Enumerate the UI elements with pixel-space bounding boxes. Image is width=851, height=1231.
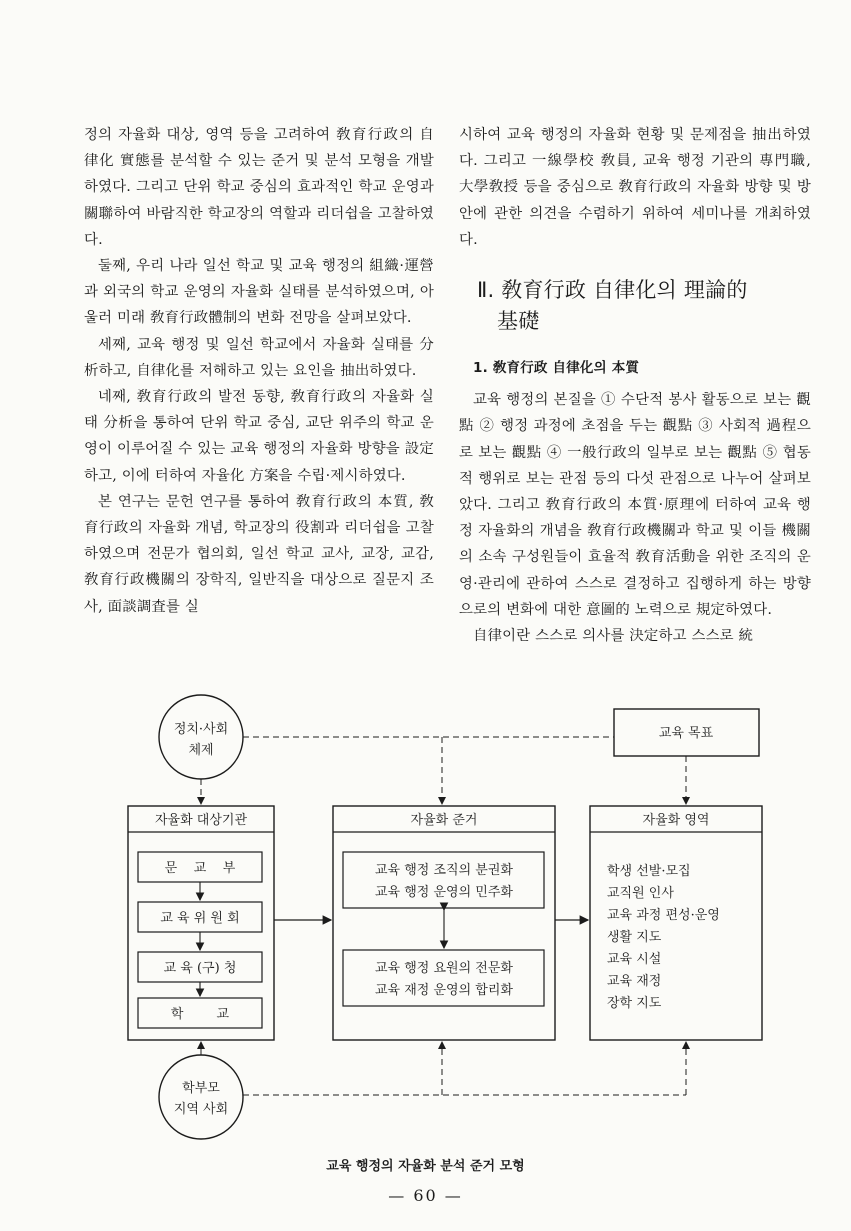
institution-label: 문 교 부 [164, 861, 236, 876]
domain-item: 교육 과정 편성·운영 [607, 908, 720, 923]
institutions-title: 자율화 대상기관 [154, 813, 248, 828]
political-social-label: 정치·사회 [173, 722, 229, 737]
criteria-label: 교육 행정 요원의 전문화 [375, 961, 513, 976]
political-social-circle [159, 695, 243, 779]
paragraph: 정의 자율화 대상, 영역 등을 고려하여 敎育行政의 自律化 實態를 분석할 수 있는 준거 및 분석 모형을 개발하였다. 그리고 단위 학교 중심의 효과적인 학교 운영과 關聯하여 바람직한 학교장의 역할과 리더쉽을 고찰하였다. [84, 127, 434, 248]
paragraph: 본 연구는 문헌 연구를 통하여 敎育行政의 本質, 敎育行政의 자율화 개념, 학교장의 役割과 리더쉽을 고찰하였으며 전문가 협의회, 일선 학교 교사, 교장, 교감, 敎育行政機關의 장학직, 일반직을 대상으로 질문지 조사, 面談調査를 실 [84, 493, 434, 615]
community-label: 학부모 [182, 1081, 220, 1096]
paragraph: 세째, 교육 행정 및 일선 학교에서 자율화 실태를 分析하고, 自律化를 저해하고 있는 요인을 抽出하였다. [84, 336, 434, 379]
figure-caption: 교육 행정의 자율화 분석 준거 모형 [326, 1159, 525, 1174]
domain-item: 장학 지도 [607, 996, 662, 1011]
domain-item: 교육 재정 [607, 974, 662, 989]
institution-label: 학 교 [170, 1007, 230, 1022]
education-goal-label: 교육 목표 [658, 726, 714, 741]
paragraph: 교육 행정의 본질을 ① 수단적 봉사 활동으로 보는 觀點 ② 행정 과정에 초점을 두는 觀點 ③ 사회적 過程으로 보는 觀點 ④ 一般行政의 일부로 보는 觀點 ⑤ 협동적 행위로 보는 관점 등의 다섯 관점으로 나누어 살펴보았다. 그리고 敎育行政의 本質·原理에 터하여 교육 행정 자율화의 개념을 敎育行政機關과 학교 및 이들 機關의 소속 구성원들이 효율적 敎育活動을 위한 조직의 운영·관리에 관하여 스스로 결정하고 집행하게 하는 방향으로의 변화에 대한 意圖的 노력으로 規定하였다. [459, 392, 811, 618]
domain-item: 교직원 인사 [607, 886, 674, 901]
criteria-title: 자율화 준거 [410, 813, 478, 828]
community-circle [159, 1055, 243, 1139]
domain-item: 교육 시설 [607, 952, 662, 967]
paragraph: 둘째, 우리 나라 일선 학교 및 교육 행정의 組織·運營과 외국의 학교 운영의 자율화 실태를 분석하였으며, 아울러 미래 敎育行政體制의 변화 전망을 살펴보았다. [84, 258, 434, 327]
institution-label: 교 육 위 원 회 [160, 911, 240, 926]
criteria-label: 교육 재정 운영의 합리화 [375, 983, 513, 998]
criteria-label: 교육 행정 조직의 분권화 [375, 863, 513, 878]
institution-label: 교 육 (구) 청 [163, 961, 237, 976]
paragraph: 시하여 교육 행정의 자율화 현황 및 문제점을 抽出하였다. 그리고 一線學校 敎員, 교육 행정 기관의 專門職, 大學敎授 등을 중심으로 敎育行政의 자율화 방향 및 방안에 관한 의견을 수렴하기 위하여 세미나를 개최하였다. [459, 127, 811, 248]
community-label: 지역 사회 [173, 1102, 229, 1117]
paragraph: 自律이란 스스로 의사를 決定하고 스스로 統 [473, 628, 754, 645]
page-number: — 60 — [388, 1186, 463, 1205]
domain-item: 생활 지도 [607, 930, 662, 945]
domains-title: 자율화 영역 [642, 813, 710, 828]
section-heading-line1: Ⅱ. 敎育行政 自律化의 理論的 [477, 278, 748, 303]
section-heading-line2: 基礎 [497, 309, 540, 334]
domain-item: 학생 선발·모집 [607, 864, 691, 879]
political-social-label: 체제 [188, 743, 214, 758]
criteria-label: 교육 행정 운영의 민주화 [375, 885, 513, 900]
paragraph: 네째, 敎育行政의 발전 동향, 敎育行政의 자율화 실태 分析을 통하여 단위 학교 중심, 교단 위주의 학교 운영이 이루어질 수 있는 교육 행정의 자율화 방향을 設定하고, 이에 터하여 자율化 方案을 수립·제시하였다. [84, 389, 434, 484]
subsection-heading: 1. 敎育行政 自律化의 本質 [473, 360, 640, 377]
